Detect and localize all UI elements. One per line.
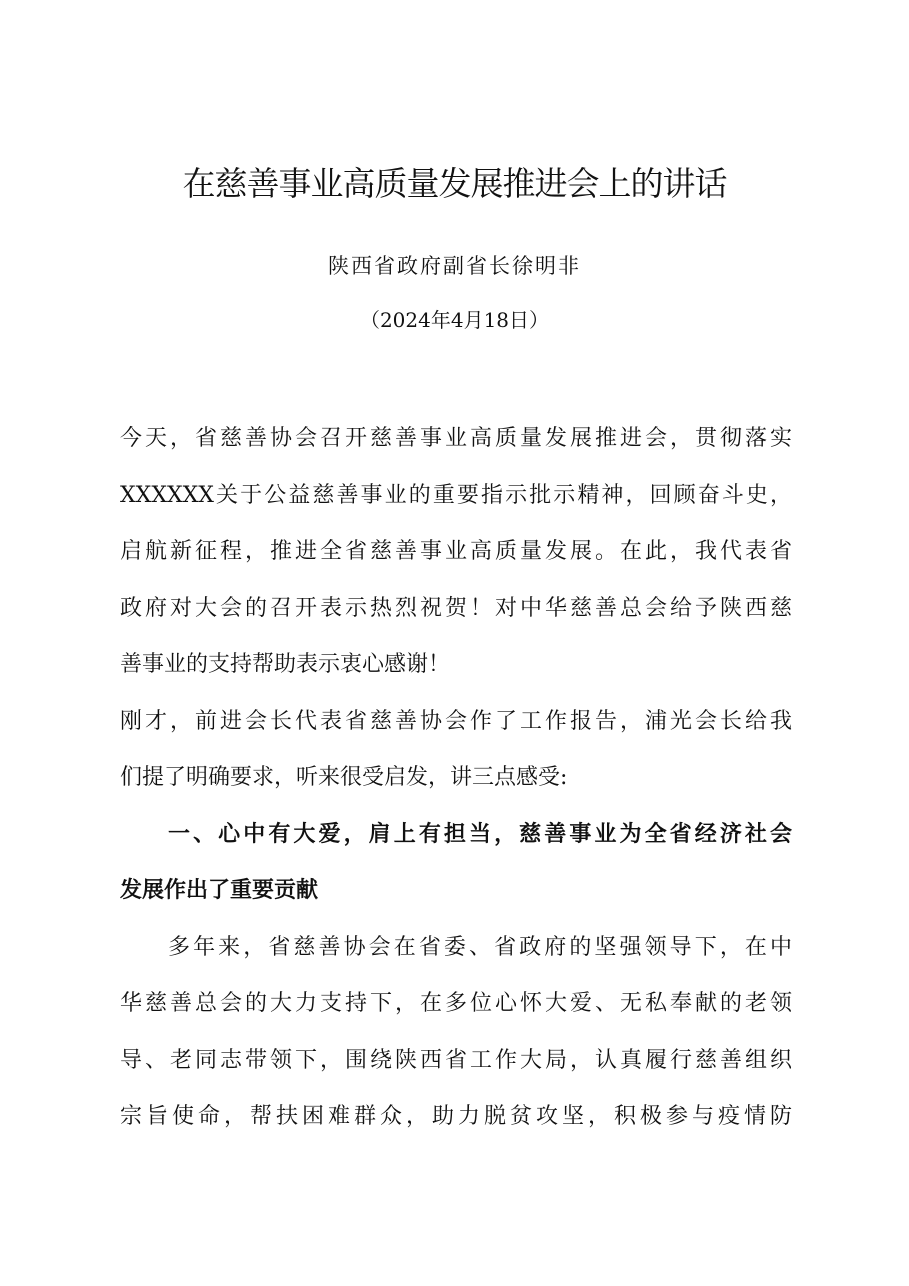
body-line: 刚才，前进会长代表省慈善协会作了工作报告，浦光会长给我	[120, 708, 792, 734]
body-line: 多年来，省慈善协会在省委、省政府的坚强领导下，在中	[168, 934, 792, 960]
body-line: 善事业的支持帮助表示衷心感谢！	[120, 652, 451, 677]
section-heading-line: 发展作出了重要贡献	[120, 878, 319, 903]
body-line: 们提了明确要求，听来很受启发，讲三点感受:	[120, 765, 568, 790]
document-body	[120, 411, 792, 1146]
section-heading-line: 一、心中有大爱，肩上有担当，慈善事业为全省经济社会	[168, 821, 792, 847]
body-line: 今天，省慈善协会召开慈善事业高质量发展推进会，贯彻落实	[120, 426, 792, 451]
document-title: 在慈善事业高质量发展推进会上的讲话	[182, 164, 727, 203]
body-line: 华慈善总会的大力支持下，在多位心怀大爱、无私奉献的老领	[120, 991, 792, 1016]
body-line: XXXXXX关于公益慈善事业的重要指示批示精神，回顾奋斗史，	[120, 482, 792, 508]
body-line: 启航新征程，推进全省慈善事业高质量发展。在此，我代表省	[120, 539, 792, 564]
date-line: （2024年4月18日）	[359, 308, 550, 332]
body-line: 导、老同志带领下，围绕陕西省工作大局，认真履行慈善组织	[120, 1047, 792, 1073]
body-line: 政府对大会的召开表示热烈祝贺！对中华慈善总会给予陕西慈	[120, 595, 792, 621]
author-line: 陕西省政府副省长徐明非	[328, 254, 581, 278]
body-line: 宗旨使命，帮扶困难群众，助力脱贫攻坚，积极参与疫情防	[120, 1104, 792, 1129]
